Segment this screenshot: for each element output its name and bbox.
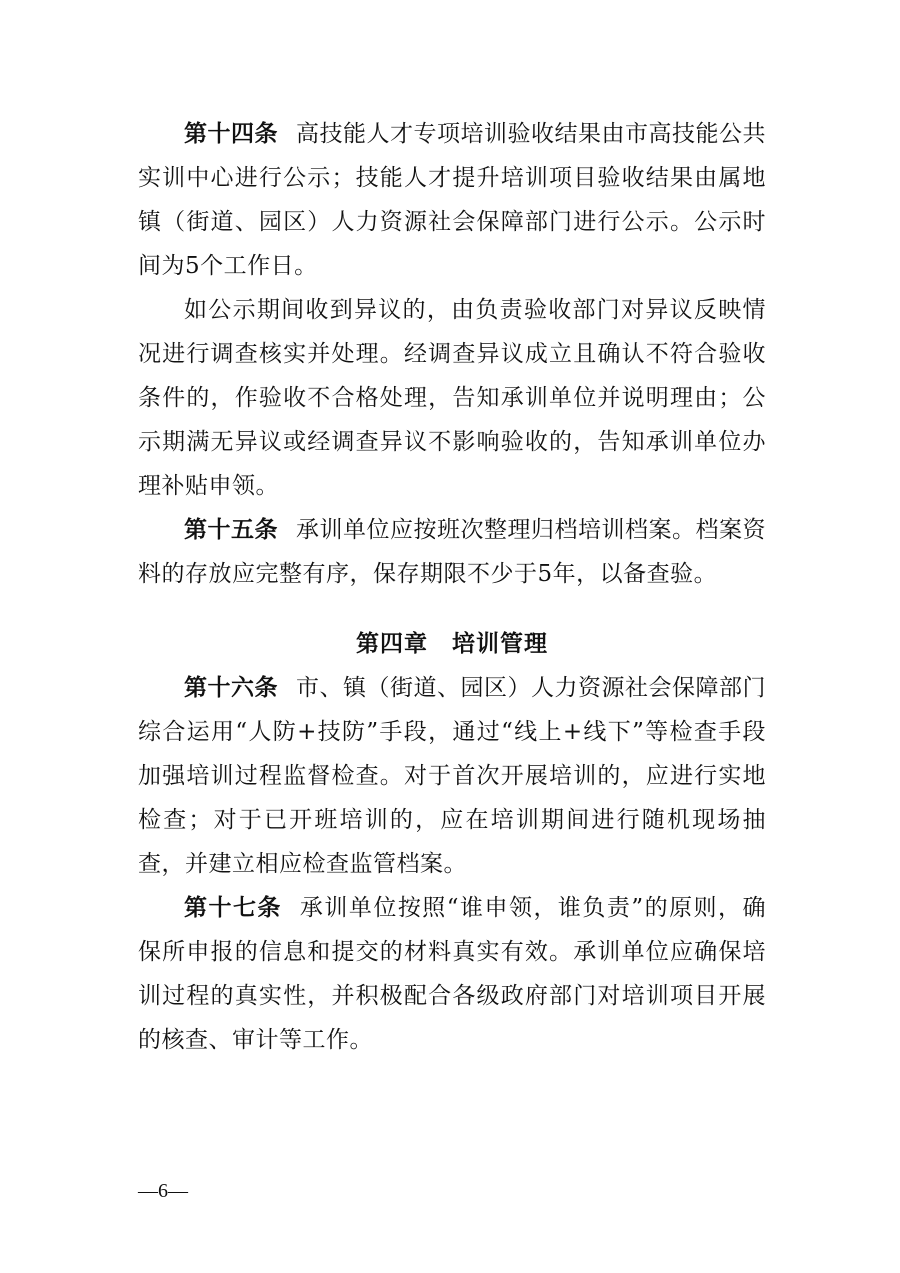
article-14 xyxy=(138,112,766,288)
article-16-text: 市、镇（街道、园区）人力资源社会保障部门综合运用“人防+技防”手段，通过“线上+线下”等检查手段加强培训过程监督检查。对于首次开展培训的，应进行实地检查；对于已开班培训的，应在培训期间进行随机现场抽查，并建立相应检查监管档案。 xyxy=(138,675,766,877)
page-number: —6— xyxy=(138,1180,188,1202)
article-17 xyxy=(138,886,766,1062)
document-body xyxy=(138,112,766,1062)
article-14-paragraph-2-text: 如公示期间收到异议的，由负责验收部门对异议反映情况进行调查核实并处理。经调查异议成立且确认不符合验收条件的，作验收不合格处理，告知承训单位并说明理由；公示期满无异议或经调查异议不影响验收的，告知承训单位办理补贴申领。 xyxy=(138,297,766,499)
article-17-label: 第十七条 xyxy=(184,895,282,921)
article-14-label: 第十四条 xyxy=(184,121,278,147)
article-15 xyxy=(138,508,766,596)
article-15-label: 第十五条 xyxy=(184,517,278,543)
chapter-heading xyxy=(138,622,766,666)
article-16-label: 第十六条 xyxy=(184,675,278,701)
article-14-text: 高技能人才专项培训验收结果由市高技能公共实训中心进行公示；技能人才提升培训项目验收结果由属地镇（街道、园区）人力资源社会保障部门进行公示。公示时间为5个工作日。 xyxy=(138,121,766,279)
chapter-title: 培训管理 xyxy=(452,631,548,657)
chapter-number: 第四章 xyxy=(356,631,428,657)
article-14-paragraph-2 xyxy=(138,288,766,508)
article-17-text: 承训单位按照“谁申领，谁负责”的原则，确保所申报的信息和提交的材料真实有效。承训单位应确保培训过程的真实性，并积极配合各级政府部门对培训项目开展的核查、审计等工作。 xyxy=(138,895,766,1053)
article-16 xyxy=(138,666,766,886)
article-15-text: 承训单位应按班次整理归档培训档案。档案资料的存放应完整有序，保存期限不少于5年，以备查验。 xyxy=(138,517,766,587)
